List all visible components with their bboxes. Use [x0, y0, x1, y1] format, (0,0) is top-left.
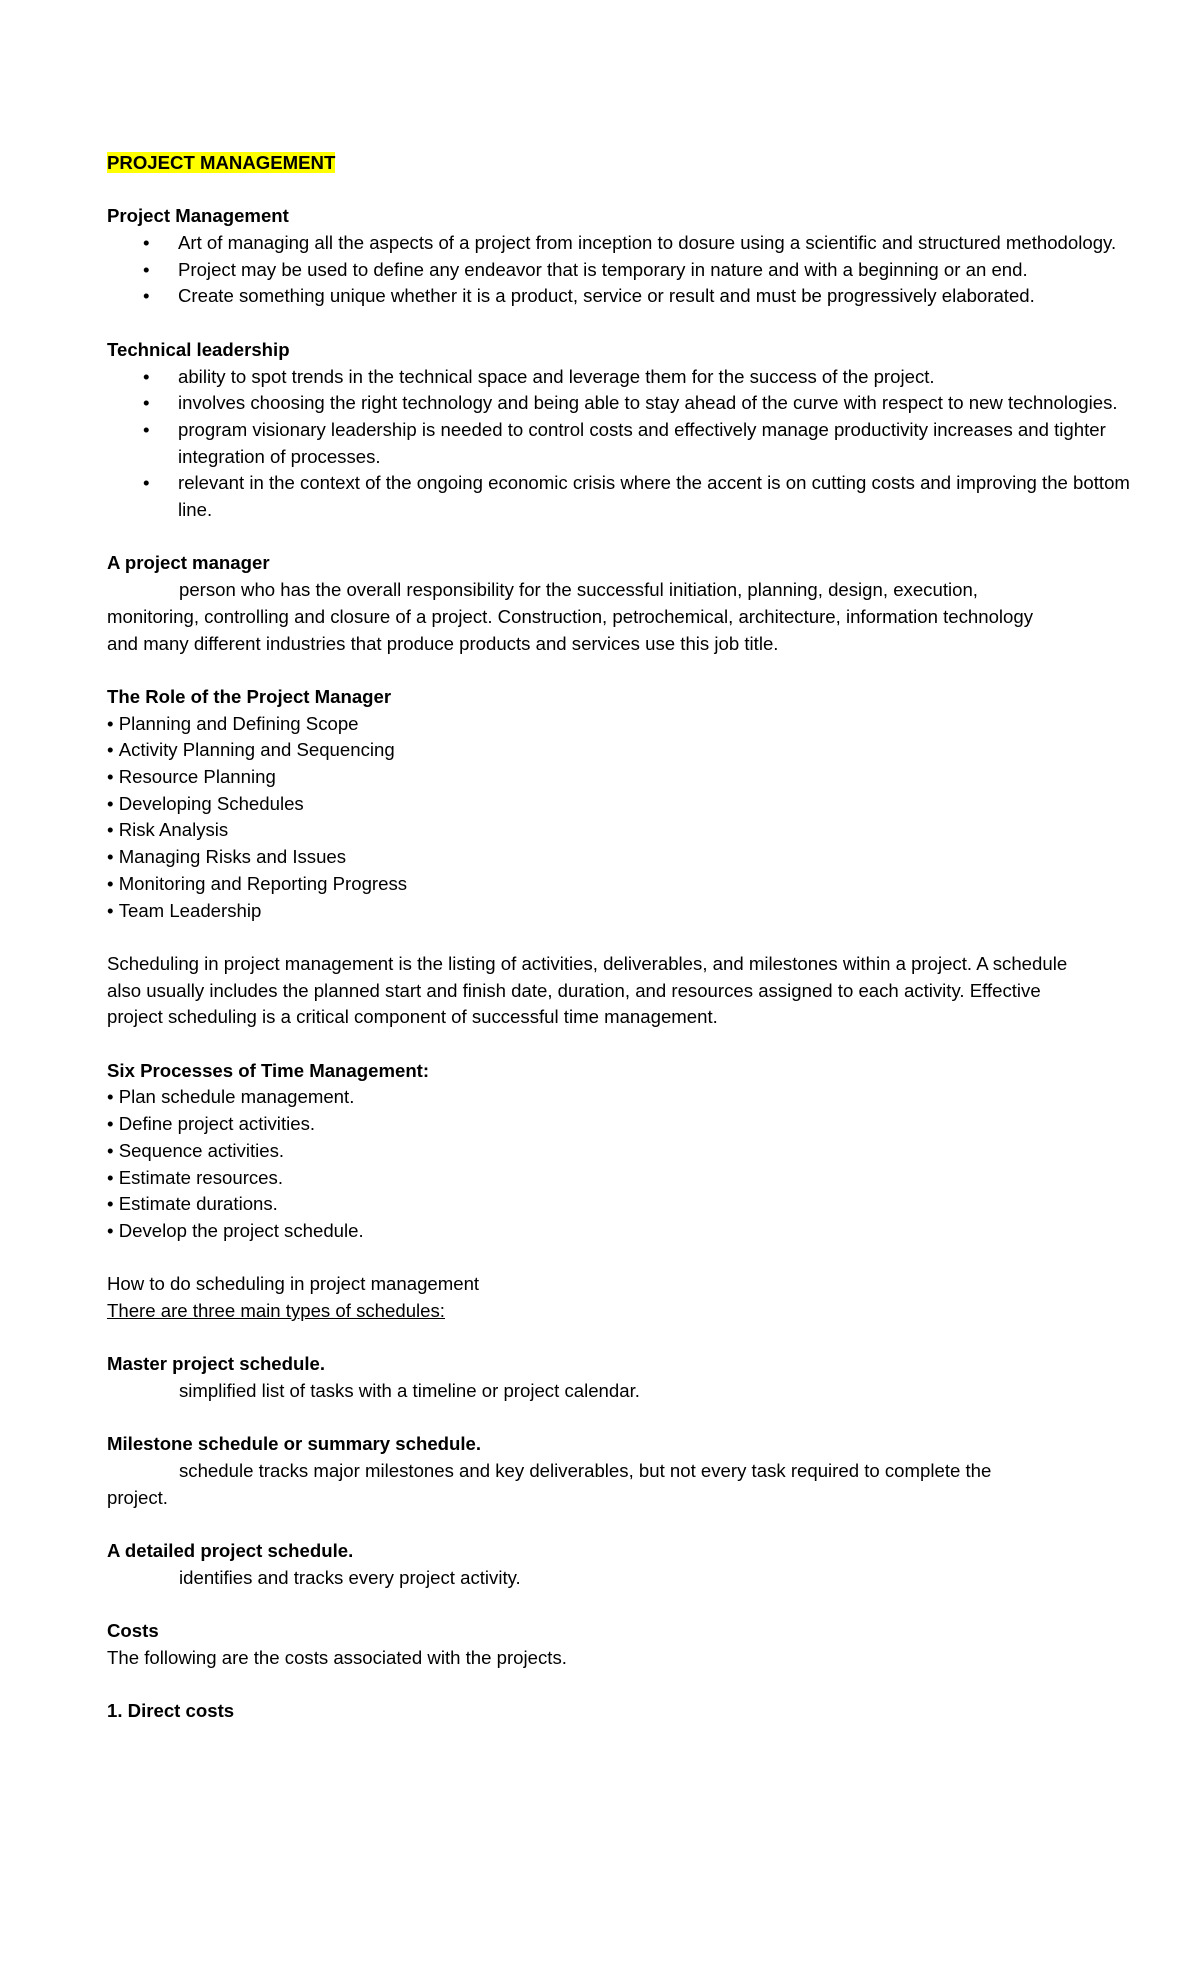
- section-heading-direct-costs: 1. Direct costs: [107, 1700, 235, 1722]
- schedule-types-intro: There are three main types of schedules:: [107, 1300, 445, 1322]
- list-item: • Define project activities.: [107, 1111, 1120, 1138]
- list-item: • Planning and Defining Scope: [107, 711, 1120, 738]
- list-item: • involves choosing the right technology and being able to stay ahead of the curve with respect to new technologies.: [107, 390, 1168, 417]
- section-heading-project-management: Project Management: [107, 205, 289, 227]
- detailed-schedule-text: identifies and tracks every project activity.: [179, 1566, 521, 1588]
- six-processes-list: [107, 1084, 1120, 1244]
- project-manager-paragraph: person who has the overall responsibility for the successful initiation, planning, design, execution, monitoring, controlling and closure of a project. Construction, petrochemical, architecture, information technology and many different industries that produce products and services use this job title.: [107, 579, 1034, 654]
- list-item: • Estimate resources.: [107, 1165, 1120, 1192]
- master-schedule-text: simplified list of tasks with a timeline or project calendar.: [179, 1380, 640, 1402]
- scheduling-paragraph: Scheduling in project management is the listing of activities, deliverables, and milestones within a project. A schedule also usually includes the planned start and finish date, duration, and resources assigned to each activity. Effective project scheduling is a critical component of successful time management.: [107, 952, 1068, 1028]
- list-item: • Managing Risks and Issues: [107, 844, 1120, 871]
- section-heading-detailed-schedule: A detailed project schedule.: [107, 1540, 354, 1562]
- document-title: PROJECT MANAGEMENT: [107, 152, 336, 173]
- section-heading-project-manager: A project manager: [107, 552, 270, 574]
- list-item: • Team Leadership: [107, 898, 1120, 925]
- milestone-schedule-text: schedule tracks major milestones and key deliverables, but not every task required to complete the project.: [107, 1460, 992, 1508]
- list-item: • Activity Planning and Sequencing: [107, 737, 1120, 764]
- section-heading-milestone-schedule: Milestone schedule or summary schedule.: [107, 1433, 482, 1455]
- document-title-line: [107, 150, 1120, 177]
- list-item: • Monitoring and Reporting Progress: [107, 871, 1120, 898]
- list-item: • Art of managing all the aspects of a project from inception to dosure using a scientific and structured methodology.: [107, 230, 1181, 257]
- list-item: • Developing Schedules: [107, 791, 1120, 818]
- costs-intro: The following are the costs associated with the projects.: [107, 1647, 567, 1669]
- list-item: • ability to spot trends in the technical space and leverage them for the success of the project.: [107, 364, 1120, 391]
- list-item: • Project may be used to define any endeavor that is temporary in nature and with a beginning or an end.: [107, 257, 1120, 284]
- section-heading-role: The Role of the Project Manager: [107, 685, 392, 707]
- technical-leadership-bullets: [107, 364, 1130, 524]
- list-item: • Estimate durations.: [107, 1191, 1120, 1218]
- list-item: • program visionary leadership is needed to control costs and effectively manage productivity increases and tighter integration of processes.: [107, 417, 1171, 470]
- list-item: • Create something unique whether it is a product, service or result and must be progressively elaborated.: [107, 283, 1078, 310]
- list-item: • Resource Planning: [107, 764, 1120, 791]
- list-item: • Plan schedule management.: [107, 1084, 1120, 1111]
- role-list: [107, 711, 1120, 925]
- list-item: • Risk Analysis: [107, 817, 1120, 844]
- project-management-bullets: [107, 230, 1120, 310]
- list-item: • Sequence activities.: [107, 1138, 1120, 1165]
- how-to-line: How to do scheduling in project management: [107, 1273, 480, 1295]
- list-item: • relevant in the context of the ongoing economic crisis where the accent is on cutting costs and improving the bottom line.: [107, 470, 1138, 523]
- section-heading-costs: Costs: [107, 1620, 159, 1642]
- list-item: • Develop the project schedule.: [107, 1218, 1120, 1245]
- section-heading-master-schedule: Master project schedule.: [107, 1353, 326, 1375]
- section-heading-six-processes: Six Processes of Time Management:: [107, 1059, 430, 1081]
- section-heading-technical-leadership: Technical leadership: [107, 338, 290, 360]
